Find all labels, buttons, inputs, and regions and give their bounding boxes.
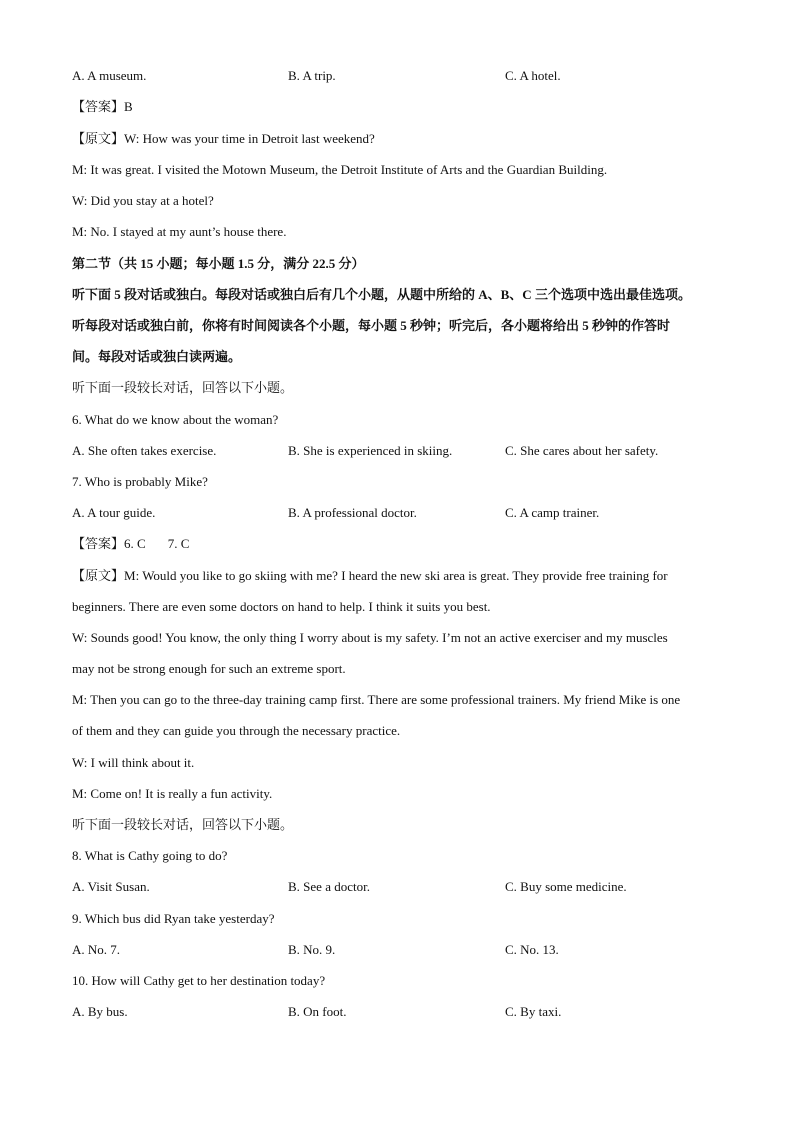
q5-transcript-line: M: It was great. I visited the Motown Museum, the Detroit Institute of Arts and the Guardian Building. [72, 162, 608, 177]
q8-stem: 8. What is Cathy going to do? [72, 848, 228, 863]
dialog1-transcript-line: of them and they can guide you through the necessary practice. [72, 723, 401, 738]
q9-stem: 9. Which bus did Ryan take yesterday? [72, 911, 275, 926]
dialog1-transcript-line: W: I will think about it. [72, 755, 195, 770]
dialog1-answer [72, 536, 189, 552]
q10-option-b: B. On foot. [288, 1004, 347, 1019]
q8-option-c: C. Buy some medicine. [505, 879, 627, 894]
dialog1-transcript-line: W: Sounds good! You know, the only thing I worry about is my safety. I’m not an active exerciser and my muscles [72, 630, 668, 645]
q5-options-row [72, 68, 732, 84]
dialog1-transcript-line: M: Come on! It is really a fun activity. [72, 786, 273, 801]
q8-option-a: A. Visit Susan. [72, 879, 150, 894]
answer-label: 【答案】 [72, 99, 125, 114]
q6-option-a: A. She often takes exercise. [72, 443, 217, 458]
q6-stem: 6. What do we know about the woman? [72, 412, 279, 427]
answer-value: 7. C [167, 536, 190, 551]
dialog-intro: 听下面一段较长对话，回答以下小题。 [72, 817, 294, 832]
q5-option-c: C. A hotel. [505, 68, 561, 83]
transcript-label: 【原文】 [72, 131, 125, 146]
q6-option-c: C. She cares about her safety. [505, 443, 659, 458]
q5-option-b: B. A trip. [288, 68, 336, 83]
q10-options-row [72, 1004, 732, 1020]
section-heading: 第二节（共 15 小题；每小题 1.5 分，满分 22.5 分） [72, 256, 365, 271]
transcript-label: 【原文】 [72, 568, 125, 583]
q6-option-b: B. She is experienced in skiing. [288, 443, 453, 458]
dialog1-transcript-line: beginners. There are even some doctors on hand to help. I think it suits you best. [72, 599, 491, 614]
q5-option-a: A. A museum. [72, 68, 147, 83]
q5-transcript-line: 【原文】W: How was your time in Detroit last weekend? [72, 131, 375, 146]
q10-option-c: C. By taxi. [505, 1004, 562, 1019]
q9-option-c: C. No. 13. [505, 942, 559, 957]
q7-option-b: B. A professional doctor. [288, 505, 417, 520]
q8-options-row [72, 879, 732, 895]
q5-answer [72, 99, 133, 115]
q9-option-a: A. No. 7. [72, 942, 121, 957]
dialog1-transcript-line: may not be strong enough for such an extreme sport. [72, 661, 346, 676]
answer-value: 6. C [124, 536, 146, 551]
answer-label: 【答案】 [72, 536, 125, 551]
q5-transcript-line: M: No. I stayed at my aunt’s house there. [72, 224, 287, 239]
dialog-intro: 听下面一段较长对话，回答以下小题。 [72, 380, 294, 395]
q7-option-c: C. A camp trainer. [505, 505, 600, 520]
dialog1-transcript-line: 【原文】M: Would you like to go skiing with me? I heard the new ski area is great. They provide free training for [72, 568, 668, 583]
section-instruction: 间。每段对话或独白读两遍。 [72, 349, 242, 364]
q10-option-a: A. By bus. [72, 1004, 128, 1019]
q7-option-a: A. A tour guide. [72, 505, 156, 520]
section-instruction: 听下面 5 段对话或独白。每段对话或独白后有几个小题，从题中所给的 A、B、C 三个选项中选出最佳选项。 [72, 287, 691, 302]
q7-stem: 7. Who is probably Mike? [72, 474, 208, 489]
dialog1-transcript-line: M: Then you can go to the three-day training camp first. There are some professional trainers. My friend Mike is one [72, 692, 681, 707]
q8-option-b: B. See a doctor. [288, 879, 370, 894]
q9-option-b: B. No. 9. [288, 942, 336, 957]
q9-options-row [72, 942, 732, 958]
q10-stem: 10. How will Cathy get to her destination today? [72, 973, 326, 988]
section-instruction: 听每段对话或独白前，你将有时间阅读各个小题，每小题 5 秒钟；听完后，各小题将给出 5 秒钟的作答时 [72, 318, 671, 333]
answer-value: B [124, 99, 133, 114]
q7-options-row [72, 505, 732, 521]
q5-transcript-line: W: Did you stay at a hotel? [72, 193, 214, 208]
q6-options-row [72, 443, 732, 459]
